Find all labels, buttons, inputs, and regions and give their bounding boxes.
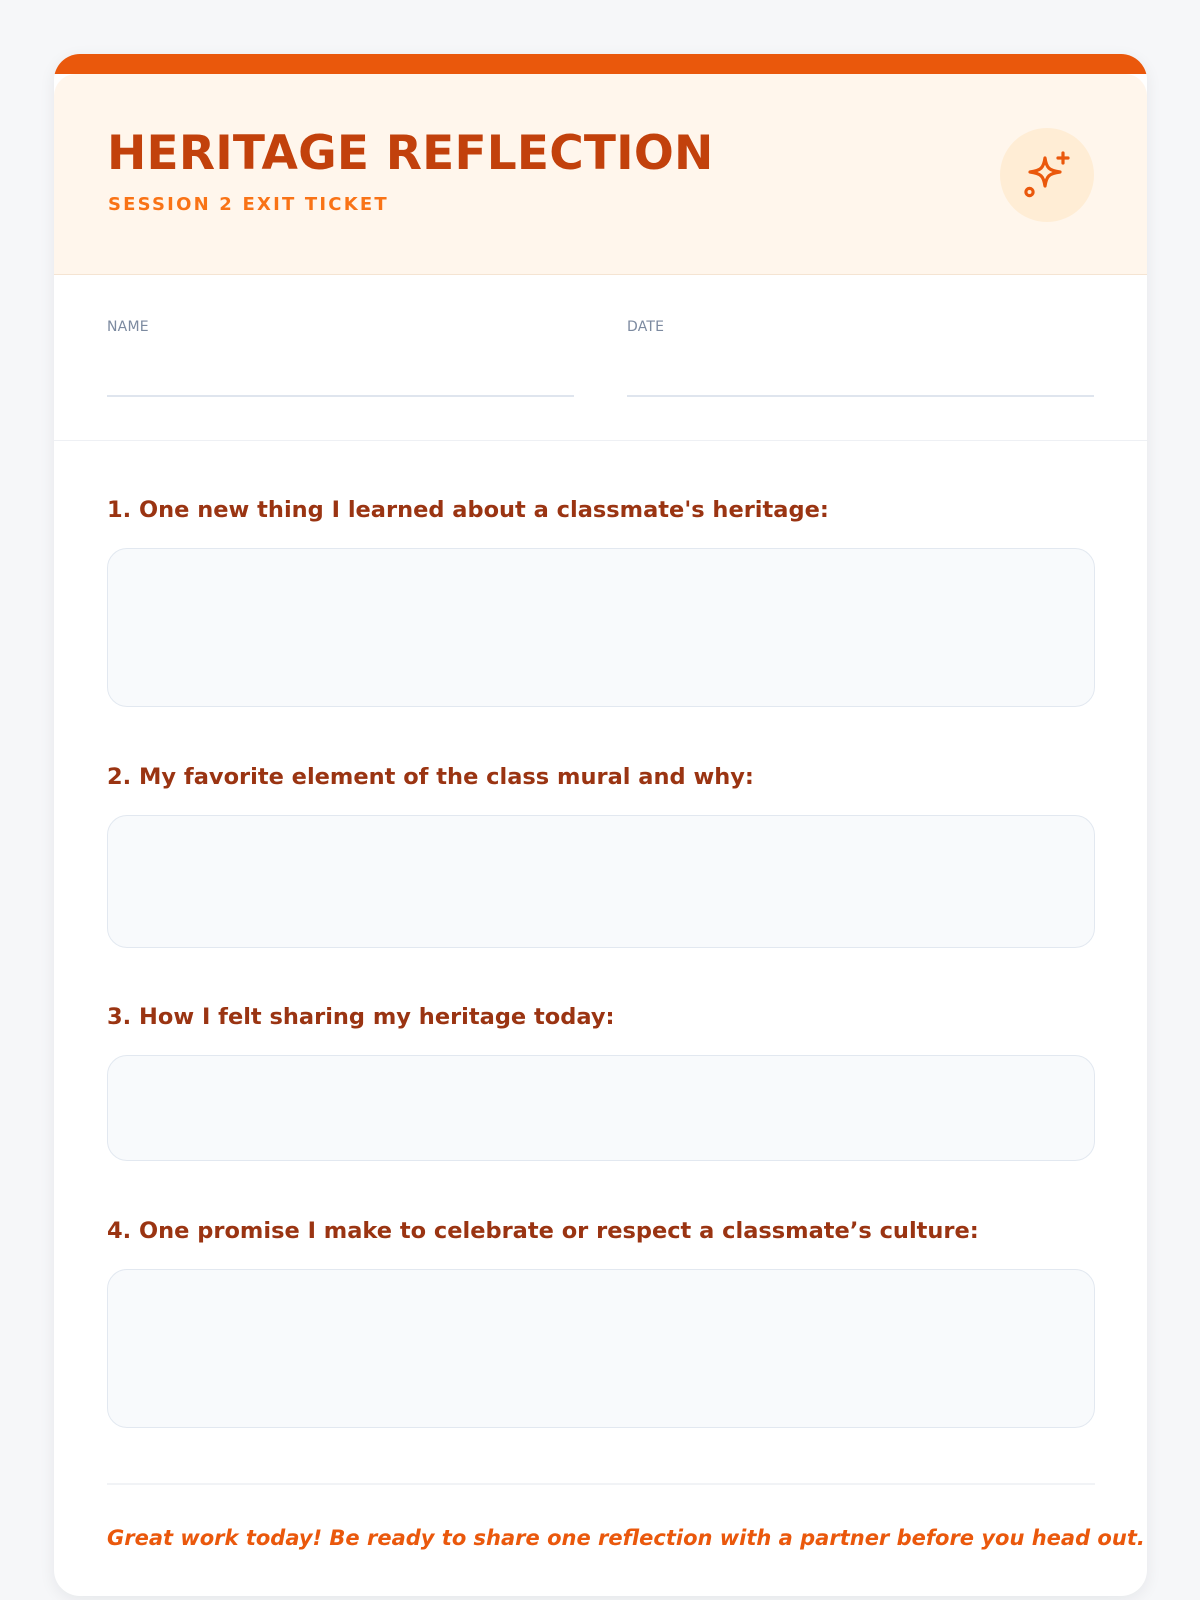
question-2-answer-box[interactable]	[107, 815, 1095, 948]
question-3-label: 3. How I felt sharing my heritage today:	[107, 1004, 615, 1030]
date-field[interactable]	[627, 319, 1094, 335]
question-4	[107, 1220, 1095, 1430]
header	[54, 74, 1147, 275]
footer-divider	[107, 1483, 1095, 1485]
question-2	[107, 766, 1095, 946]
question-1	[107, 499, 1095, 709]
question-1-label: 1. One new thing I learned about a classmate's heritage:	[107, 497, 829, 523]
date-label: DATE	[627, 319, 665, 335]
page-title: HERITAGE REFLECTION	[107, 126, 714, 181]
student-info-section	[54, 275, 1147, 441]
question-4-label: 4. One promise I make to celebrate or respect a classmate’s culture:	[107, 1218, 979, 1244]
name-label: NAME	[107, 319, 149, 335]
exit-ticket-card	[54, 54, 1147, 1596]
page-subtitle: SESSION 2 EXIT TICKET	[108, 194, 389, 215]
accent-top-bar	[54, 54, 1147, 74]
question-2-label: 2. My favorite element of the class mural and why:	[107, 764, 754, 790]
sparkles-icon	[1020, 148, 1074, 202]
question-3-answer-box[interactable]	[107, 1055, 1095, 1161]
name-field[interactable]	[107, 319, 574, 335]
question-3	[107, 1006, 1095, 1166]
question-1-answer-box[interactable]	[107, 548, 1095, 707]
question-4-answer-box[interactable]	[107, 1269, 1095, 1428]
date-input-line[interactable]	[627, 395, 1094, 397]
sparkles-badge	[1000, 128, 1094, 222]
footer-note: Great work today! Be ready to share one reflection with a partner before you head out.	[107, 1526, 1145, 1550]
name-input-line[interactable]	[107, 395, 574, 397]
